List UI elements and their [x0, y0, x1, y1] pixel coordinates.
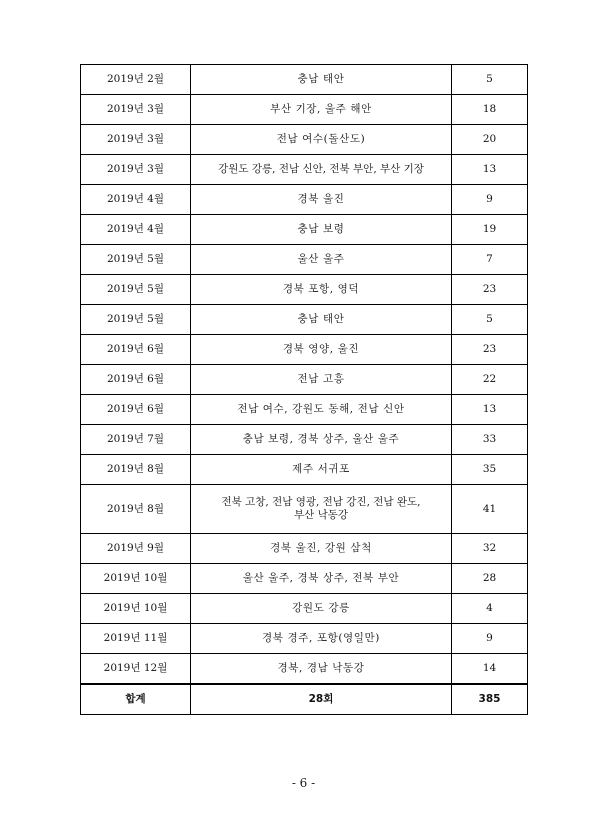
table-row [81, 455, 528, 485]
page-number: - 6 - [291, 776, 316, 790]
region-cell: 전남 고흥 [191, 365, 452, 395]
table-row [81, 534, 528, 564]
table-row [81, 185, 528, 215]
count-cell: 35 [452, 455, 528, 485]
region-cell: 충남 보령, 경북 상주, 울산 울주 [191, 425, 452, 455]
table-row [81, 624, 528, 654]
date-cell: 2019년 6월 [81, 335, 191, 365]
survey-schedule-table [80, 64, 528, 715]
region-cell: 울산 울주, 경북 상주, 전북 부안 [191, 564, 452, 594]
table-row [81, 125, 528, 155]
region-cell: 경북, 경남 낙동강 [191, 654, 452, 684]
table-row [81, 215, 528, 245]
table-row [81, 594, 528, 624]
total-label: 합계 [81, 684, 191, 715]
region-cell: 경북 경주, 포항(영일만) [191, 624, 452, 654]
table-row [81, 155, 528, 185]
count-cell: 13 [452, 155, 528, 185]
region-cell: 제주 서귀포 [191, 455, 452, 485]
region-cell: 부산 기장, 울주 해안 [191, 95, 452, 125]
region-cell: 경북 울진 [191, 185, 452, 215]
date-cell: 2019년 3월 [81, 95, 191, 125]
date-cell: 2019년 5월 [81, 245, 191, 275]
region-cell [191, 485, 452, 534]
region-cell: 경북 울진, 강원 삼척 [191, 534, 452, 564]
table-row [81, 564, 528, 594]
date-cell: 2019년 6월 [81, 395, 191, 425]
region-cell: 경북 영양, 울진 [191, 335, 452, 365]
count-cell: 22 [452, 365, 528, 395]
table-row [81, 365, 528, 395]
table-row [81, 395, 528, 425]
table-row [81, 425, 528, 455]
date-cell: 2019년 11월 [81, 624, 191, 654]
date-cell: 2019년 10월 [81, 564, 191, 594]
date-cell: 2019년 12월 [81, 654, 191, 684]
count-cell: 7 [452, 245, 528, 275]
date-cell: 2019년 8월 [81, 455, 191, 485]
date-cell: 2019년 8월 [81, 485, 191, 534]
count-cell: 13 [452, 395, 528, 425]
date-cell: 2019년 3월 [81, 155, 191, 185]
count-cell: 5 [452, 65, 528, 95]
total-row [81, 684, 528, 715]
count-cell: 14 [452, 654, 528, 684]
count-cell: 9 [452, 624, 528, 654]
region-cell: 충남 태안 [191, 305, 452, 335]
date-cell: 2019년 10월 [81, 594, 191, 624]
count-cell: 9 [452, 185, 528, 215]
table-row [81, 305, 528, 335]
date-cell: 2019년 4월 [81, 185, 191, 215]
region-line: 부산 낙동강 [293, 509, 349, 521]
date-cell: 2019년 6월 [81, 365, 191, 395]
date-cell: 2019년 4월 [81, 215, 191, 245]
total-count: 385 [452, 684, 528, 715]
count-cell: 32 [452, 534, 528, 564]
region-cell: 울산 울주 [191, 245, 452, 275]
date-cell: 2019년 5월 [81, 275, 191, 305]
count-cell: 19 [452, 215, 528, 245]
count-cell: 18 [452, 95, 528, 125]
count-cell: 5 [452, 305, 528, 335]
table-row [81, 485, 528, 534]
region-cell: 전남 여수, 강원도 동해, 전남 신안 [191, 395, 452, 425]
region-cell: 강원도 강릉 [191, 594, 452, 624]
region-cell: 전남 여수(돌산도) [191, 125, 452, 155]
region-cell: 충남 태안 [191, 65, 452, 95]
region-cell: 충남 보령 [191, 215, 452, 245]
table-row [81, 245, 528, 275]
region-line: 전북 고창, 전남 영광, 전남 강진, 전남 완도, [221, 496, 421, 508]
date-cell: 2019년 2월 [81, 65, 191, 95]
count-cell: 20 [452, 125, 528, 155]
table-row [81, 335, 528, 365]
count-cell: 41 [452, 485, 528, 534]
table-row [81, 654, 528, 684]
table-row [81, 95, 528, 125]
region-cell: 강원도 강릉, 전남 신안, 전북 부안, 부산 기장 [191, 155, 452, 185]
count-cell: 28 [452, 564, 528, 594]
count-cell: 23 [452, 275, 528, 305]
date-cell: 2019년 3월 [81, 125, 191, 155]
count-cell: 33 [452, 425, 528, 455]
table-row [81, 275, 528, 305]
date-cell: 2019년 9월 [81, 534, 191, 564]
table-row [81, 65, 528, 95]
total-events: 28회 [191, 684, 452, 715]
date-cell: 2019년 7월 [81, 425, 191, 455]
count-cell: 23 [452, 335, 528, 365]
date-cell: 2019년 5월 [81, 305, 191, 335]
count-cell: 4 [452, 594, 528, 624]
region-cell: 경북 포항, 영덕 [191, 275, 452, 305]
